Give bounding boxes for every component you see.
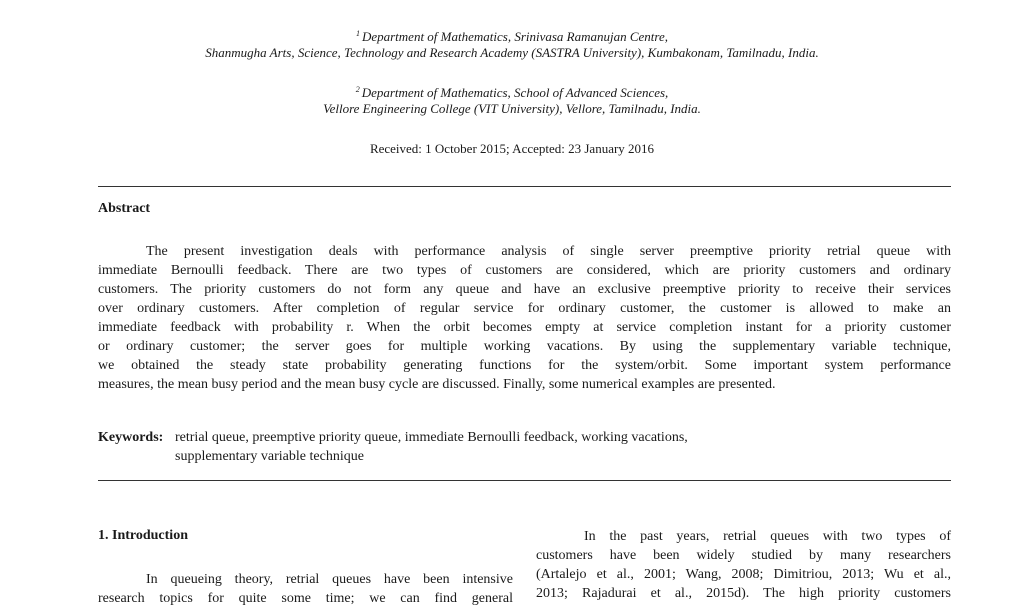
intro-left-line: In queueing theory, retrial queues have been intensive [146, 572, 513, 587]
introduction-left-column [98, 570, 513, 608]
abstract-line: over ordinary customers. After completion of regular service for ordinary customer, the customer is allowed to make an [98, 301, 951, 316]
abstract-line: we obtained the steady state probability generating functions for the system/orbit. Some important system performance [98, 358, 951, 373]
affiliation-2-line-1 [0, 81, 1024, 102]
abstract-heading: Abstract [98, 201, 151, 216]
affiliation-1-line-1 [0, 25, 1024, 46]
received-accepted-dates: Received: 1 October 2015; Accepted: 23 January 2016 [369, 141, 655, 156]
abstract-line: or ordinary customer; the server goes for multiple working vacations. By using the supplementary variable technique, [98, 339, 951, 354]
introduction-right-column [536, 527, 951, 603]
intro-right-line: 2013; Rajadurai et al., 2015d). The high priority customers [536, 586, 951, 601]
affiliation-1-text-1: Department of Mathematics, Srinivasa Ramanujan Centre, [361, 29, 669, 44]
abstract-body [98, 242, 951, 394]
affiliation-1-marker: 1 [355, 29, 360, 38]
intro-right-line: customers have been widely studied by many researchers [536, 548, 951, 563]
abstract-line: measures, the mean busy period and the mean busy cycle are discussed. Finally, some numerical examples are presented. [98, 377, 776, 392]
introduction-heading: 1. Introduction [98, 528, 188, 543]
affiliation-1-line-2: Shanmugha Arts, Science, Technology and Research Academy (SASTRA University), Kumbakonam, Tamilnadu, India. [205, 45, 819, 60]
abstract-line: customers. The priority customers do not form any queue and have an exclusive preemptive priority to receive their services [98, 282, 951, 297]
intro-right-line: (Artalejo et al., 2001; Wang, 2008; Dimitriou, 2013; Wu et al., [536, 567, 951, 582]
affiliation-2-text-1: Department of Mathematics, School of Advanced Sciences, [361, 85, 669, 100]
abstract-line: immediate feedback with probability r. When the orbit becomes empty at service completion instant for a priority customer [98, 320, 951, 335]
keywords-line: retrial queue, preemptive priority queue, immediate Bernoulli feedback, working vacations, [175, 430, 688, 445]
keywords-list [175, 428, 688, 466]
keywords-line: supplementary variable technique [175, 449, 364, 464]
keywords-label: Keywords: [98, 430, 164, 445]
intro-right-line: In the past years, retrial queues with two types of [584, 529, 951, 544]
affiliation-2-marker: 2 [355, 85, 360, 94]
abstract-bottom-rule [98, 480, 951, 481]
abstract-top-rule [98, 186, 951, 187]
abstract-line: immediate Bernoulli feedback. There are two types of customers are considered, which are priority customers and ordinary [98, 263, 951, 278]
intro-left-line: research topics for quite some time; we can find general [98, 591, 513, 606]
abstract-line: The present investigation deals with performance analysis of single server preemptive priority retrial queue with [146, 244, 951, 259]
affiliation-2-line-2: Vellore Engineering College (VIT University), Vellore, Tamilnadu, India. [323, 101, 701, 116]
